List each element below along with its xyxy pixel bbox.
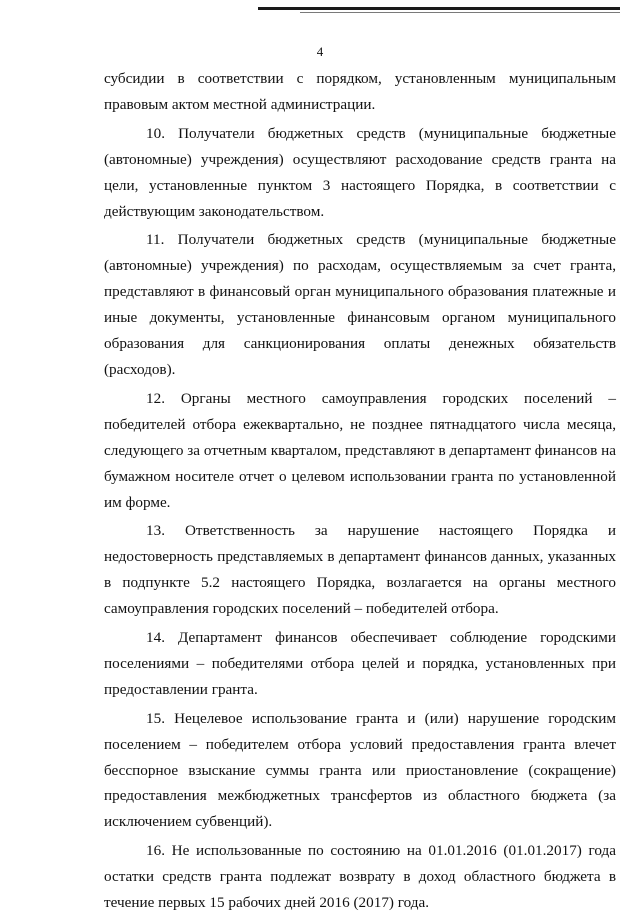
paragraph-15: 15. Нецелевое использование гранта и (или) нарушение городским поселением – победителем отбора условий предоставления гранта влечет бесспорное взыскание суммы гранта или приостановление (сокращение) предоставления межбюджетных трансфертов из областного бюджета (за исключением субвенций). [104, 709, 616, 831]
paragraph-13: 13. Ответственность за нарушение настоящего Порядка и недостоверность представляемых в департамент финансов данных, указанных в подпункте 5.2 настоящего Порядка, возлагается на органы местного самоуправления городских поселений – победителей отбора. [104, 522, 616, 618]
paragraph-11: 11. Получатели бюджетных средств (муниципальные бюджетные (автономные) учреждения) по расходам, осуществляемым за счет гранта, представляют в финансовый орган муниципального образования платежные и иные документы, установленные финансовым органом муниципального образования для санкционирования оплаты денежных обязательств (расходов). [104, 231, 616, 378]
paragraph-14: 14. Департамент финансов обеспечивает соблюдение городскими поселениями – победителями отбора целей и порядка, установленных при предоставлении гранта. [104, 629, 616, 698]
paragraph-continuation: субсидии в соответствии с порядком, установленным муниципальным правовым актом местной администрации. [104, 70, 616, 113]
page-number: 4 [316, 44, 324, 59]
header-rule [258, 7, 620, 10]
header-rule-thin [300, 12, 620, 13]
paragraph-12: 12. Органы местного самоуправления городских поселений – победителей отбора ежеквартально, не позднее пятнадцатого числа месяца, следующего за отчетным кварталом, представляют в департамент финансов на бумажном носителе отчет о целевом использовании гранта по установленной им форме. [104, 389, 616, 511]
document-body [104, 66, 616, 916]
paragraph-10: 10. Получатели бюджетных средств (муниципальные бюджетные (автономные) учреждения) осуществляют расходование средств гранта на цели, установленные пунктом 3 настоящего Порядка, в соответствии с действующим законодательством. [104, 124, 616, 220]
paragraph-16: 16. Не использованные по состоянию на 01.01.2016 (01.01.2017) года остатки средств гранта подлежат возврату в доход областного бюджета в течение первых 15 рабочих дней 2016 (2017) года. [104, 842, 616, 912]
